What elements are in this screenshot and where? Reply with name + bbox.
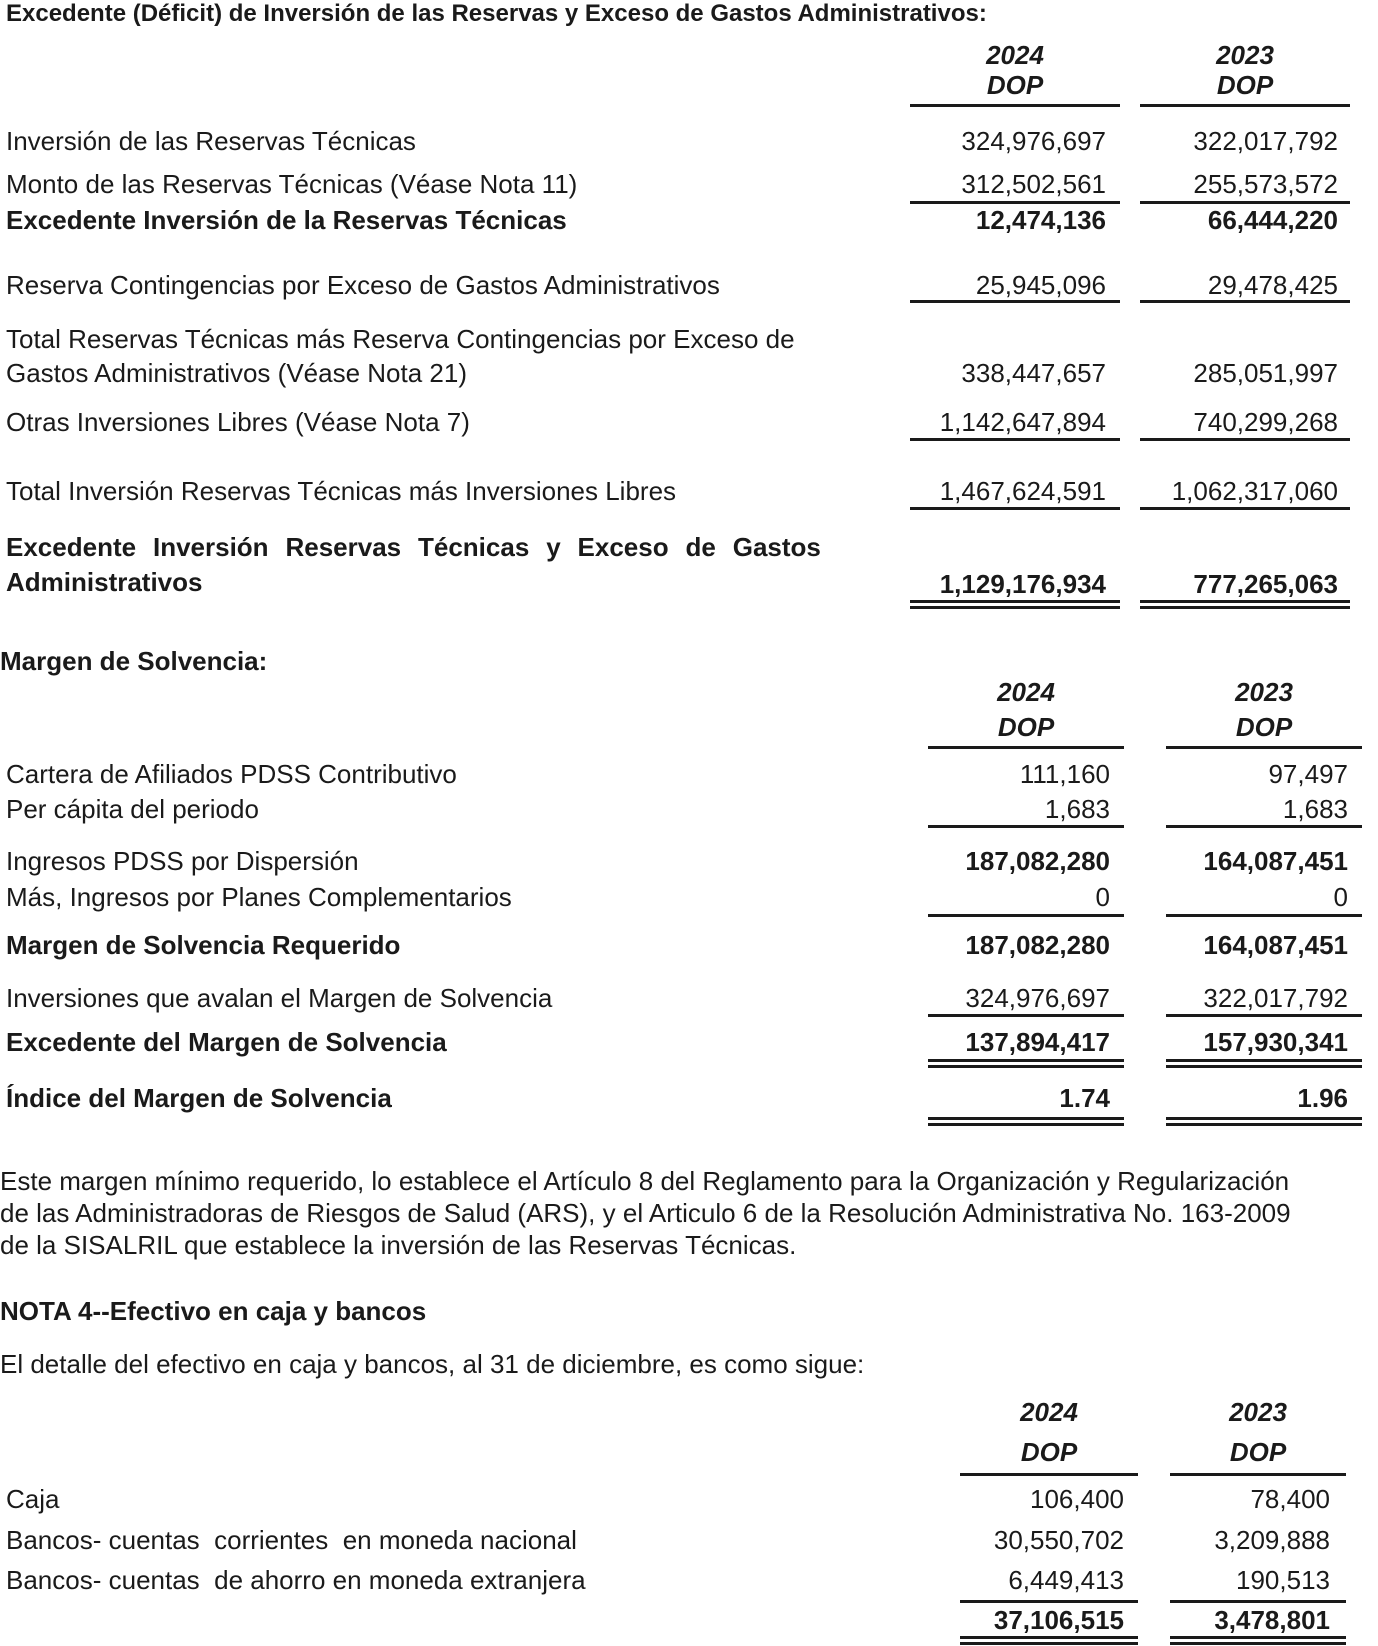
row-value-2023: 285,051,997 (1193, 358, 1338, 388)
row-value-2024: 0 (1095, 882, 1110, 912)
row-value-2024: 1,142,647,894 (939, 407, 1106, 437)
row-label: Per cápita del periodo (6, 794, 259, 824)
row-value-2024: 187,082,280 (965, 846, 1110, 876)
total-double-rule (960, 1636, 1138, 1645)
row-value-2023: 255,573,572 (1193, 169, 1338, 199)
label-word: Técnicas (418, 532, 530, 562)
total-double-rule (1166, 1117, 1362, 1126)
s2-col-2024-currency: DOP (997, 712, 1055, 742)
total-double-rule (928, 1117, 1124, 1126)
row-value-2024: 111,160 (1019, 759, 1110, 789)
row-label: Otras Inversiones Libres (Véase Nota 7) (6, 407, 470, 437)
row-label: Inversión de las Reservas Técnicas (6, 126, 416, 156)
nota4-intro: El detalle del efectivo en caja y bancos, al 31 de diciembre, es como sigue: (0, 1349, 865, 1379)
label-word: Gastos (732, 532, 821, 562)
s1-header-rule-2023 (1140, 104, 1350, 107)
s2-col-2024-year: 2024 (997, 677, 1055, 707)
row-value-2023: 3,209,888 (1214, 1525, 1330, 1555)
row-label: Excedente Inversión de la Reservas Técnicas (6, 205, 567, 235)
row-value-2024: 1,467,624,591 (939, 476, 1106, 506)
row-label: Ingresos PDSS por Dispersión (6, 846, 359, 876)
row-label: Bancos- cuentas de ahorro en moneda extranjera (6, 1565, 586, 1595)
subtotal-rule (910, 507, 1120, 510)
row-value-2024: 324,976,697 (961, 126, 1106, 156)
row-label: Monto de las Reservas Técnicas (Véase Nota 11) (6, 169, 578, 199)
total-double-rule (1140, 600, 1350, 609)
total-double-rule (1170, 1636, 1346, 1645)
subtotal-rule (1140, 438, 1350, 441)
row-value-2024: 30,550,702 (993, 1525, 1124, 1555)
subtotal-rule (928, 825, 1124, 828)
row-value-2024: 1,129,176,934 (939, 569, 1106, 599)
s2-col-2023-currency: DOP (1235, 712, 1293, 742)
row-value-2023: 66,444,220 (1207, 205, 1338, 235)
section1-title: Excedente (Déficit) de Inversión de las Reservas y Exceso de Gastos Administrativos: (6, 0, 987, 27)
row-value-2023: 0 (1333, 882, 1348, 912)
row-value-2023: 1,683 (1282, 794, 1348, 824)
regulation-paragraph (0, 1165, 1372, 1261)
row-value-2023: 157,930,341 (1203, 1027, 1348, 1057)
total-value-2023: 3,478,801 (1214, 1605, 1330, 1635)
s1-col-2023-year: 2023 (1216, 40, 1274, 70)
s2-header-rule-2023 (1166, 746, 1362, 749)
row-label: Reserva Contingencias por Exceso de Gastos Administrativos (6, 270, 720, 300)
row-value-2024: 324,976,697 (965, 983, 1110, 1013)
n4-col-2024-currency: DOP (1020, 1437, 1078, 1467)
label-word: Exceso (577, 532, 669, 562)
row-label-justified (6, 532, 821, 563)
subtotal-rule (910, 201, 1120, 204)
row-label-line1: Total Reservas Técnicas más Reserva Contingencias por Exceso de (6, 324, 795, 354)
n4-header-rule-2023 (1170, 1473, 1346, 1476)
subtotal-rule (1140, 507, 1350, 510)
row-value-2024: 6,449,413 (1008, 1565, 1124, 1595)
n4-col-2023-year: 2023 (1229, 1397, 1287, 1427)
row-value-2024: 12,474,136 (975, 205, 1106, 235)
section2-title: Margen de Solvencia: (0, 646, 268, 676)
subtotal-rule (1170, 1600, 1346, 1603)
row-value-2024: 338,447,657 (961, 358, 1106, 388)
total-double-rule (1166, 1059, 1362, 1068)
label-word: de (685, 532, 716, 562)
subtotal-rule (1166, 825, 1362, 828)
row-value-2023: 78,400 (1250, 1484, 1330, 1514)
row-value-2023: 1.96 (1297, 1083, 1348, 1113)
row-value-2023: 322,017,792 (1193, 126, 1338, 156)
subtotal-rule (928, 914, 1124, 917)
row-value-2024: 312,502,561 (961, 169, 1106, 199)
row-value-2024: 187,082,280 (965, 930, 1110, 960)
label-word: Excedente (6, 532, 137, 562)
row-label: Inversiones que avalan el Margen de Solvencia (6, 983, 553, 1013)
paragraph-line: de las Administradoras de Riesgos de Salud (ARS), y el Articulo 6 de la Resolución Administrativa No. 163-2009 (0, 1198, 1291, 1228)
n4-col-2024-year: 2024 (1020, 1397, 1078, 1427)
row-label: Cartera de Afiliados PDSS Contributivo (6, 759, 457, 789)
row-value-2023: 740,299,268 (1193, 407, 1338, 437)
row-value-2023: 777,265,063 (1193, 569, 1338, 599)
total-double-rule (928, 1059, 1124, 1068)
paragraph-line: de la SISALRIL que establece la inversión de las Reservas Técnicas. (0, 1230, 797, 1260)
row-value-2024: 1.74 (1059, 1083, 1110, 1113)
total-double-rule (910, 600, 1120, 609)
row-label: Excedente del Margen de Solvencia (6, 1027, 447, 1057)
row-value-2023: 322,017,792 (1203, 983, 1348, 1013)
row-value-2023: 164,087,451 (1203, 846, 1348, 876)
row-label: Índice del Margen de Solvencia (6, 1083, 392, 1113)
s2-header-rule-2024 (928, 746, 1124, 749)
subtotal-rule (910, 300, 1120, 303)
row-label: Margen de Solvencia Requerido (6, 930, 401, 960)
row-label: Más, Ingresos por Planes Complementarios (6, 882, 512, 912)
label-word: Inversión (152, 532, 269, 562)
row-value-2024: 106,400 (1030, 1484, 1124, 1514)
n4-header-rule-2024 (960, 1473, 1138, 1476)
row-value-2023: 190,513 (1236, 1565, 1330, 1595)
subtotal-rule (960, 1600, 1138, 1603)
subtotal-rule (1140, 201, 1350, 204)
total-value-2024: 37,106,515 (993, 1605, 1124, 1635)
s2-col-2023-year: 2023 (1235, 677, 1293, 707)
row-value-2023: 1,062,317,060 (1171, 476, 1338, 506)
paragraph-line: Este margen mínimo requerido, lo establece el Artículo 8 del Reglamento para la Organización y Regularización (0, 1166, 1290, 1196)
row-label-line2: Gastos Administrativos (Véase Nota 21) (6, 358, 467, 388)
s1-col-2023-currency: DOP (1216, 70, 1274, 100)
label-word: Reservas (285, 532, 402, 562)
row-label: Total Inversión Reservas Técnicas más Inversiones Libres (6, 476, 677, 506)
row-value-2024: 137,894,417 (965, 1027, 1110, 1057)
row-value-2023: 164,087,451 (1203, 930, 1348, 960)
s1-header-rule-2024 (910, 104, 1120, 107)
label-word: y (546, 532, 561, 562)
row-value-2024: 25,945,096 (975, 270, 1106, 300)
row-label: Bancos- cuentas corrientes en moneda nacional (6, 1525, 577, 1555)
s1-col-2024-year: 2024 (986, 40, 1044, 70)
row-value-2023: 97,497 (1268, 759, 1348, 789)
subtotal-rule (928, 1014, 1124, 1017)
row-value-2024: 1,683 (1044, 794, 1110, 824)
nota4-title: NOTA 4--Efectivo en caja y bancos (0, 1296, 427, 1326)
subtotal-rule (910, 438, 1120, 441)
subtotal-rule (1140, 300, 1350, 303)
n4-col-2023-currency: DOP (1229, 1437, 1287, 1467)
row-label-line2: Administrativos (6, 567, 203, 597)
row-value-2023: 29,478,425 (1207, 270, 1338, 300)
row-label: Caja (6, 1484, 60, 1514)
subtotal-rule (1166, 1014, 1362, 1017)
subtotal-rule (1166, 914, 1362, 917)
s1-col-2024-currency: DOP (986, 70, 1044, 100)
